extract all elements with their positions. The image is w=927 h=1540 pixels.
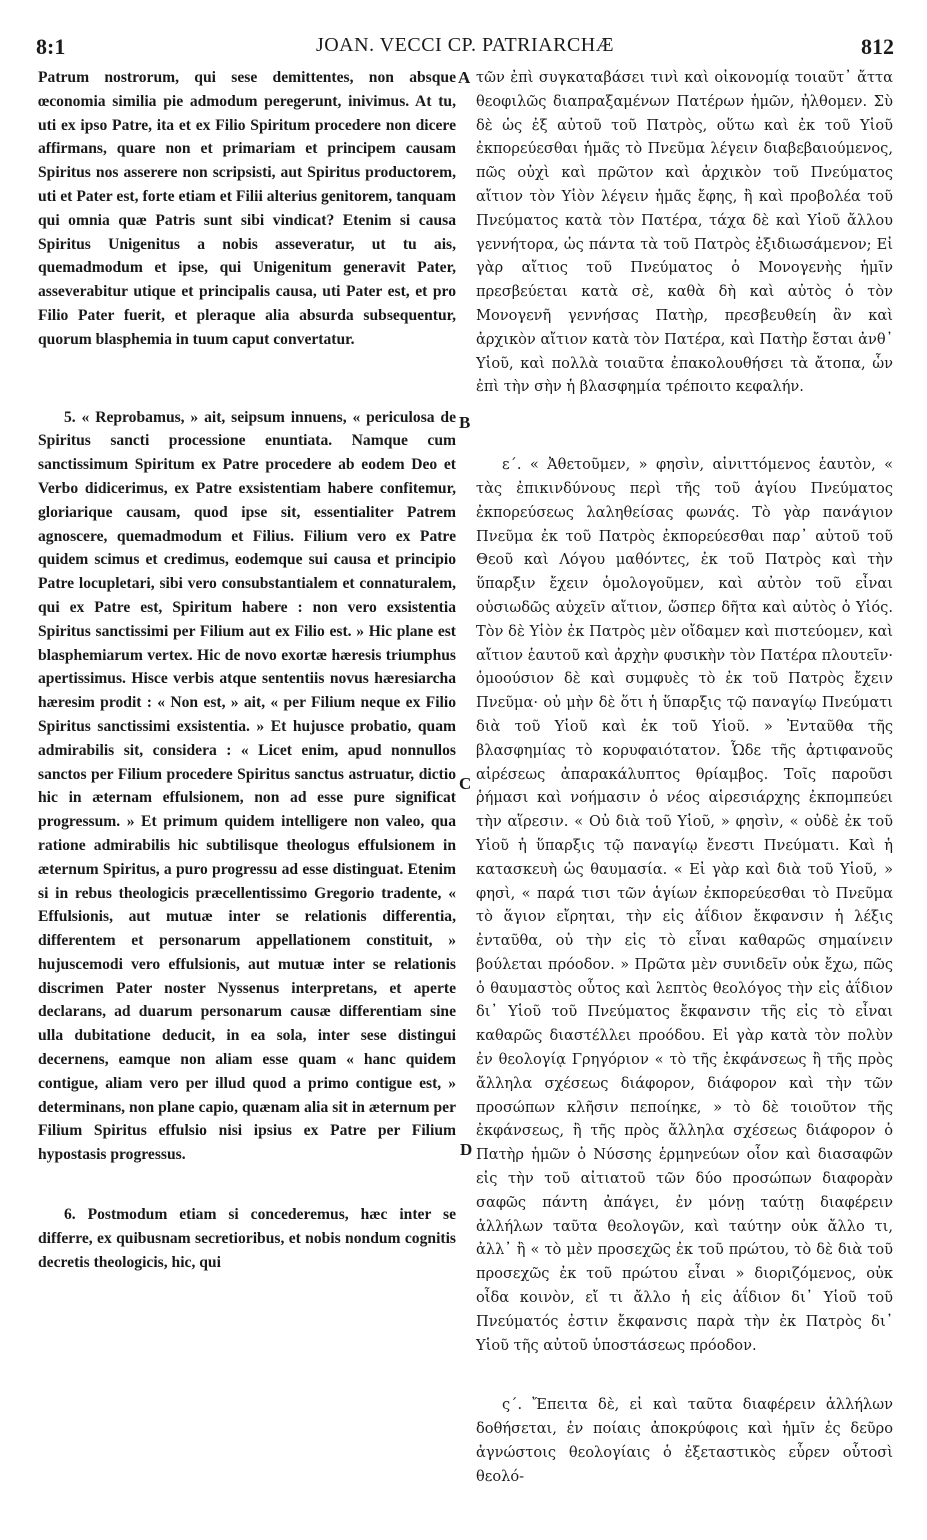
greek-paragraph-1: τῶν ἐπὶ συγκαταβάσει τινὶ καὶ οἰκονομίᾳ τοιαῦτ᾽ ἄττα θεοφιλῶς διαπραξαμένων Πατέρων ἡμῶν, ἠλθομεν. Σὺ δὲ ὡς ἐξ αὐτοῦ τοῦ Πατρὸς, οὕτω καὶ ἐκ τοῦ Υἱοῦ ἐκπορεύεσθαι ἡμᾶς τὸ Πνεῦμα λέγειν διαβεβαιούμενος, πῶς οὐχὶ καὶ πρῶτον καὶ ἀρχικὸν τοῦ Πνεύματος αἴτιον τὸν Υἱὸν λέγειν ἡμᾶς ἔφης, ἢ καὶ προβολέα τοῦ Πνεύματος κατὰ τὸν Πατέρα, τάχα δὲ καὶ Υἱοῦ ἄλλου γεννήτορα, ὡς πάντα τὰ τοῦ Πατρὸς ἐξιδιωσάμενον; Εἰ γὰρ αἴτιος τοῦ Πνεύματος ὁ Μονογενὴς ἡμῖν πρεσβεύεται κατὰ σὲ, καθὰ δὴ καὶ αὐτὸς ὁ τὸν Μονογενῆ γεννήσας Πατὴρ, πρεσβευθείη ἂν καὶ ἀρχικὸν αἴτιον κατὰ τὸν Πατέρα, καὶ Πατὴρ ἔσται ἀνθ᾽ Υἱοῦ, καὶ πολλὰ τοιαῦτα ἐπακολουθήσει τὰ ἄτοπα, ὧν ἐπὶ τὴν σὴν ἡ βλασφημία τρέποιτο κεφαλήν. (476, 69, 893, 396)
greek-paragraph-6: ς΄. Ἔπειτα δὲ, εἰ καὶ ταῦτα διαφέρειν ἀλλήλων δοθήσεται, ἐν ποίαις ἀποκρύφοις καὶ ἡμῖν ἐς δεῦρο ἀγνώστοις θεολογίαις ὁ ἐξεταστικὸς εὗρεν οὗτοσὶ θεολό- (476, 1396, 893, 1485)
left-page-number: 8:1 (36, 34, 66, 59)
latin-column (38, 66, 456, 1274)
latin-paragraph-5: 5. « Reprobamus, » ait, seipsum innuens, « periculosa de Spiritus sancti processione enuntiata. Namque cum sanctissimum Spiritum ex Patre procedere ab eodem Deo et Verbo didicerimus, ex Patre exsistentiam habere confitemur, gloriarique causam, quod ipse sit, essentialiter Patrem agnoscere, quemadmodum et Filius. Filium vero ex Patre quidem scimus et credimus, eodemque sui causa et principio Patre locupletari, sibi vero consubstantialem et connaturalem, qui ex Patre est, Spiritum habere : non vero exsistentia Spiritus sanctissimi per Filium aut ex Filio est. » Hic plane est blasphemiarum vertex. Hic de novo exortæ hæresis triumphus apertissimus. Hisce verbis atque sententiis novus hæresiarcha hæresim prodit : « Non est, » ait, « per Filium neque ex Filio Spiritus sanctissimi exsistentia. » Et hujusce probatio, quam admirabilis sit, considera : « Licet enim, apud nonnullos sanctos per Filium procedere Spiritus sanctus astruatur, dictio hic in æternam effulsionem, non ad esse pure significat progressum. » Et primum quidem intelligere non valeo, qua ratione admirabilis hic subtilisque theologus effulsionem in æternum Spiritus, a puro progressu ad esse distinguat. Etenim si in rebus theologicis præcellentissimo Gregorio tradente, « Effulsionis, aut mutuæ inter se relationis differentia, differentem et personarum appellationem constituit, » hujuscemodi vero effulsionis, aut mutuæ inter se relationis discrimen Pater noster Nyssenus interpretans, et aperte declarans, ad duarum personarum causæ differentiam sine ulla dubitatione deducit, in ea sola, inter sese distingui decernens, eamque non aliam esse quam « hanc quidem contigue, aliam vero per illud quod a primo contigue est, » determinans, non plane capio, quænam alia sit in æternum per Filium Spiritus effulsio nisi ipsius ex Patre per Filium hypostasis progressus. (38, 408, 456, 1164)
margin-marker-c: C (459, 774, 472, 793)
margin-marker-a: A (458, 68, 471, 87)
latin-paragraph-6: 6. Postmodum etiam si concederemus, hæc inter se differre, ex quibusnam secretioribus, et nobis nondum cognitis decretis theologicis, hic, qui (38, 1206, 456, 1271)
margin-marker-b: B (459, 413, 471, 432)
margin-marker-d: D (460, 1140, 473, 1159)
latin-paragraph-1: Patrum nostrorum, qui sese demittentes, non absque œconomia similia pie admodum peregerunt, inivimus. At tu, uti ex ipso Patre, ita et ex Filio Spiritum procedere non dicere affirmans, quare non et primariam et principem causam Spiritus nos asserere non scripsisti, aut Spiritus productorem, uti et Pater est, forte etiam et Filii alterius genitorem, tanquam qui omnia quæ Patris sunt sibi vindicat? Etenim si causa Spiritus Unigenitus a nobis asseveratur, ut tu ais, quemadmodum et ipse, qui Unigenitum generavit Pater, asseverabitur utique et principalis causa, uti Pater est, et pro Filio Pater fuerit, et pleraque alia absurda subsequentur, quorum blasphemia in tuum caput convertatur. (38, 69, 456, 348)
greek-paragraph-5: ε΄. « Ἀθετοῦμεν, » φησὶν, αἰνιττόμενος ἑαυτὸν, « τὰς ἐπικινδύνους περὶ τῆς τοῦ ἁγίου Πνεύματος ἐκπορεύσεως λαληθείσας φωνάς. Τὸ γὰρ πανάγιον Πνεῦμα ἐκ τοῦ Πατρὸς ἐκπορεύεσθαι παρ᾽ αὐτοῦ τοῦ Θεοῦ καὶ Λόγου μαθόντες, ἐκ τοῦ Πατρὸς καὶ τὴν ὕπαρξιν ἔχειν ὁμολογοῦμεν, καὶ αὐτὸν τοῦ εἶναι οὐσιωδῶς αὐχεῖν αἴτιον, ὥσπερ δῆτα καὶ αὐτὸς ὁ Υἱός. Τὸν δὲ Υἱὸν ἐκ Πατρὸς μὲν οἴδαμεν καὶ πιστεύομεν, καὶ αἴτιον ἑαυτοῦ καὶ ἀρχὴν φυσικὴν τὸν Πατέρα πλουτεῖν· ὁμοούσιον δὲ καὶ συμφυὲς τὸ ἐκ τοῦ Πατρὸς ἔχειν Πνεῦμα· οὐ μὴν δὲ ὅτι ἡ ὕπαρξις τῷ παναγίῳ Πνεύματι διὰ τοῦ Υἱοῦ καὶ ἐκ τοῦ Υἱοῦ. » Ἐνταῦθα τῆς βλασφημίας τὸ κορυφαιότατον. Ὧδε τῆς ἀρτιφανοῦς αἱρέσεως ἀπαρακάλυπτος θρίαμβος. Τοῖς παροῦσι ῥήμασι καὶ νοήμασιν ὁ νέος αἱρεσιάρχης ἐκπομπεύει τὴν αἵρεσιν. « Οὐ διὰ τοῦ Υἱοῦ, » φησὶν, « οὐδὲ ἐκ τοῦ Υἱοῦ ἡ ὕπαρξις τῷ παναγίῳ ἔνεστι Πνεύματι. Καὶ ἡ κατασκευὴ ὡς θαυμασία. « Εἰ γὰρ καὶ διὰ τοῦ Υἱοῦ, » φησὶ, « παρά τισι τῶν ἁγίων ἐκπορεύεσθαι τὸ Πνεῦμα τὸ ἅγιον εἴρηται, τὴν εἰς ἀΐδιον ἔκφανσιν ἡ λέξις ἐνταῦθα, οὐ τὴν εἰς τὸ εἶναι καθαρῶς σημαίνειν βούλεται πρόοδον. » Πρῶτα μὲν συνιδεῖν οὐκ ἔχω, πῶς ὁ θαυμαστὸς οὗτος καὶ λεπτὸς θεολόγος τὴν εἰς ἀΐδιον δι᾽ Υἱοῦ τοῦ Πνεύματος ἔκφανσιν τῆς εἰς τὸ εἶναι καθαρῶς διαστέλλει προόδου. Εἰ γὰρ κατὰ τὸν πολὺν ἐν θεολογίᾳ Γρηγόριον « τὸ τῆς ἐκφάνσεως ἢ τῆς πρὸς ἄλληλα σχέσεως διάφορον, διάφορον καὶ τὴν τῶν προσώπων κλῆσιν πεποίηκε, » τὸ δὲ τοιοῦτον τῆς ἐκφάνσεως, ἢ τῆς πρὸς ἄλληλα σχέσεως διάφορον ὁ Πατὴρ ἡμῶν ὁ Νύσσης ἑρμηνεύων οἷον καὶ διασαφῶν εἰς τὴν τοῦ αἰτιατοῦ τῶν δύο προσώπων διαφορὰν σαφῶς πάντη ἀπάγει, ἐν μόνῃ ταύτῃ διαφέρειν ἀλλήλων ταῦτα θεολογῶν, καὶ ταύτην οὐκ ἄλλο τι, ἀλλ᾽ ἢ « τὸ μὲν προσεχῶς ἐκ τοῦ πρώτου, τὸ δὲ διὰ τοῦ προσεχῶς ἐκ τοῦ πρώτου εἶναι » διοριζόμενος, οὐκ οἶδα κοινὸν, εἴ τι ἄλλο ἡ εἰς ἀΐδιον δι᾽ Υἱοῦ τοῦ Πνεύματός ἐστιν ἔκφανσις παρὰ τὴν ἐκ Πατρὸς δι᾽ Υἱοῦ τῆς αὐτοῦ ὑποστάσεως πρόοδον. (476, 456, 893, 1354)
right-page-number: 812 (861, 34, 894, 59)
greek-column (476, 66, 893, 1489)
running-header (36, 34, 894, 64)
running-title: JOAN. VECCI CP. PATRIARCHÆ (315, 34, 615, 56)
